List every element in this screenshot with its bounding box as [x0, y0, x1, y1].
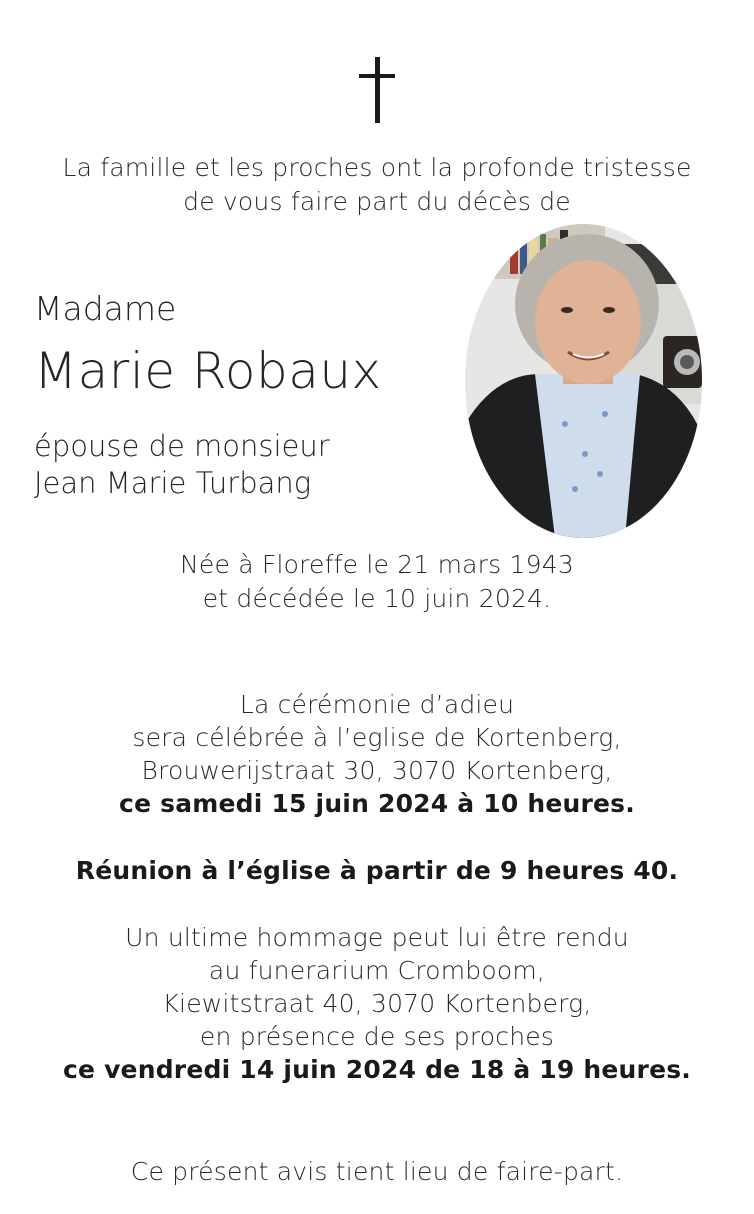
hommage-line-4: en présence de ses proches: [199, 1022, 555, 1051]
intro-line-2: de vous faire part du décès de: [183, 187, 571, 216]
ceremony-line-2: sera célébrée à l’eglise de Kortenberg,: [132, 723, 622, 752]
cross-icon: [359, 57, 395, 123]
spouse-info: [34, 428, 330, 502]
ceremony-line-3: Brouwerijstraat 30, 3070 Kortenberg,: [141, 756, 613, 785]
civility: Madame: [34, 289, 177, 328]
footer-note: Ce présent avis tient lieu de faire-part.: [130, 1157, 624, 1186]
ceremony-line-1: La cérémonie d’adieu: [239, 690, 515, 719]
reunion-info: Réunion à l’église à partir de 9 heures 40.: [75, 856, 679, 885]
deceased-name: Marie Robaux: [34, 342, 382, 400]
portrait-photo: [465, 224, 702, 538]
intro-text: [0, 151, 754, 219]
ceremony-when: ce samedi 15 juin 2024 à 10 heures.: [119, 789, 635, 818]
intro-line-1: La famille et les proches ont la profonde tristesse: [62, 153, 692, 182]
dates: [0, 548, 754, 616]
hommage-info: [0, 921, 754, 1086]
hommage-line-3: Kiewitstraat 40, 3070 Kortenberg,: [162, 989, 592, 1018]
ceremony-info: [0, 688, 754, 820]
birth-info: Née à Floreffe le 21 mars 1943: [180, 550, 574, 579]
death-info: et décédée le 10 juin 2024.: [202, 584, 552, 613]
spouse-line-1: épouse de monsieur: [34, 429, 330, 463]
hommage-when: ce vendredi 14 juin 2024 de 18 à 19 heures.: [62, 1055, 692, 1084]
spouse-line-2: Jean Marie Turbang: [34, 466, 312, 500]
hommage-line-2: au funerarium Cromboom,: [208, 956, 546, 985]
hommage-line-1: Un ultime hommage peut lui être rendu: [125, 923, 629, 952]
